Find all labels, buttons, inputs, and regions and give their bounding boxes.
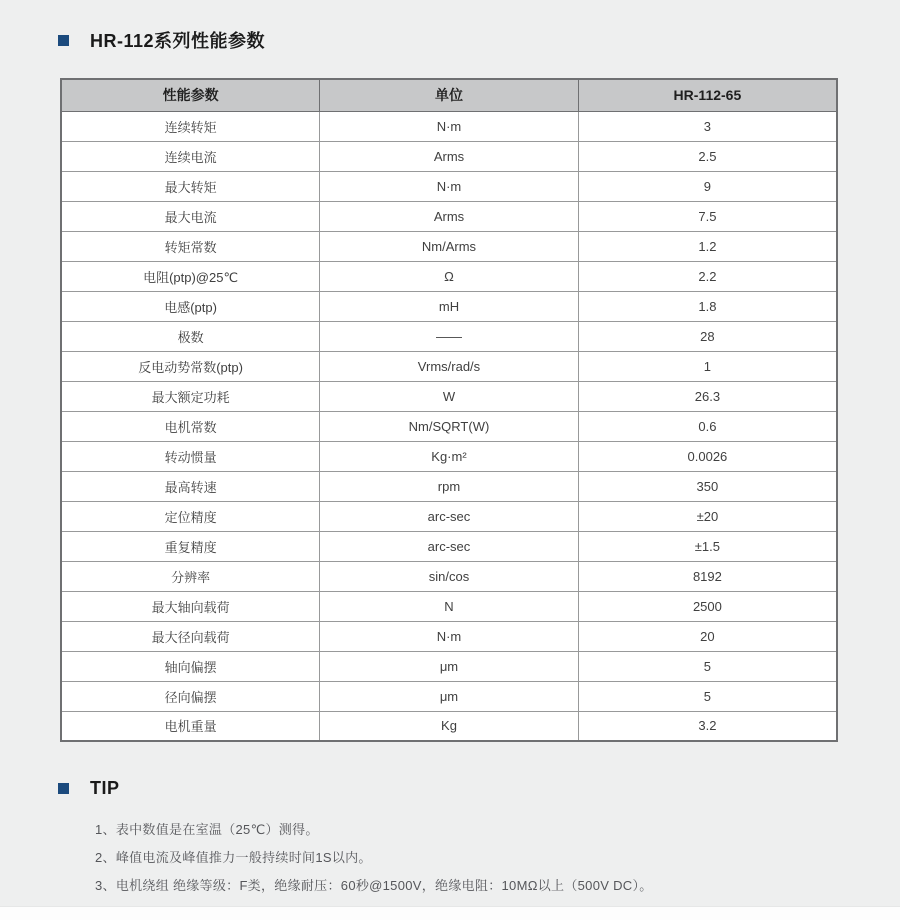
param-cell: 重复精度 (61, 531, 320, 561)
param-cell: 最大转矩 (61, 171, 320, 201)
table-row (61, 681, 837, 711)
unit-cell: rpm (320, 471, 579, 501)
value-cell: 20 (578, 621, 837, 651)
param-cell: 电机重量 (61, 711, 320, 741)
column-header-param: 性能参数 (61, 79, 320, 111)
unit-cell: Arms (320, 141, 579, 171)
param-cell: 最大轴向载荷 (61, 591, 320, 621)
param-cell: 电阻(ptp)@25℃ (61, 261, 320, 291)
table-row (61, 261, 837, 291)
table-row (61, 651, 837, 681)
value-cell: 8192 (578, 561, 837, 591)
value-cell: 1.8 (578, 291, 837, 321)
table-row (61, 321, 837, 351)
value-cell: 5 (578, 681, 837, 711)
param-cell: 连续转矩 (61, 111, 320, 141)
unit-cell: W (320, 381, 579, 411)
performance-section-header (0, 0, 900, 53)
table-row (61, 531, 837, 561)
value-cell: 26.3 (578, 381, 837, 411)
unit-cell: N·m (320, 111, 579, 141)
value-cell: 3 (578, 111, 837, 141)
table-row (61, 171, 837, 201)
unit-cell: μm (320, 651, 579, 681)
param-cell: 分辨率 (61, 561, 320, 591)
performance-section-title: HR-112系列性能参数 (90, 31, 266, 51)
spec-table (60, 78, 838, 742)
value-cell: 1 (578, 351, 837, 381)
table-row (61, 471, 837, 501)
unit-cell: Vrms/rad/s (320, 351, 579, 381)
unit-cell: mH (320, 291, 579, 321)
table-row (61, 561, 837, 591)
value-cell: 0.6 (578, 411, 837, 441)
value-cell: 350 (578, 471, 837, 501)
column-header-model: HR-112-65 (578, 79, 837, 111)
unit-cell: N·m (320, 171, 579, 201)
unit-cell: Ω (320, 261, 579, 291)
value-cell: ±20 (578, 501, 837, 531)
table-row (61, 441, 837, 471)
value-cell: 9 (578, 171, 837, 201)
unit-cell: Nm/Arms (320, 231, 579, 261)
table-row (61, 501, 837, 531)
param-cell: 连续电流 (61, 141, 320, 171)
tip-bullet-icon (58, 783, 69, 794)
table-row (61, 201, 837, 231)
param-cell: 径向偏摆 (61, 681, 320, 711)
tip-item: 3、电机绕组 绝缘等级：F类，绝缘耐压：60秒@1500V，绝缘电阻：10MΩ以上（500V DC）。 (95, 878, 653, 893)
tip-section-title: TIP (90, 778, 120, 798)
unit-cell: N (320, 591, 579, 621)
tip-section-header (0, 778, 900, 799)
column-header-unit: 单位 (320, 79, 579, 111)
param-cell: 电机常数 (61, 411, 320, 441)
unit-cell: μm (320, 681, 579, 711)
value-cell: 3.2 (578, 711, 837, 741)
param-cell: 定位精度 (61, 501, 320, 531)
param-cell: 最高转速 (61, 471, 320, 501)
value-cell: ±1.5 (578, 531, 837, 561)
table-row (61, 711, 837, 741)
param-cell: 轴向偏摆 (61, 651, 320, 681)
unit-cell: Kg·m² (320, 441, 579, 471)
tip-item: 1、表中数值是在室温（25℃）测得。 (95, 822, 319, 837)
unit-cell: arc-sec (320, 501, 579, 531)
param-cell: 电感(ptp) (61, 291, 320, 321)
value-cell: 28 (578, 321, 837, 351)
value-cell: 2.5 (578, 141, 837, 171)
unit-cell: Nm/SQRT(W) (320, 411, 579, 441)
table-row (61, 621, 837, 651)
unit-cell: Arms (320, 201, 579, 231)
unit-cell: arc-sec (320, 531, 579, 561)
param-cell: 反电动势常数(ptp) (61, 351, 320, 381)
param-cell: 最大额定功耗 (61, 381, 320, 411)
tip-item: 2、峰值电流及峰值推力一般持续时间1S以内。 (95, 850, 372, 865)
table-row (61, 291, 837, 321)
unit-cell: sin/cos (320, 561, 579, 591)
unit-cell: Kg (320, 711, 579, 741)
unit-cell: —— (320, 321, 579, 351)
value-cell: 2500 (578, 591, 837, 621)
table-row (61, 231, 837, 261)
table-row (61, 381, 837, 411)
section-bullet-icon (58, 35, 69, 46)
param-cell: 极数 (61, 321, 320, 351)
table-header-row (61, 79, 837, 111)
param-cell: 最大电流 (61, 201, 320, 231)
table-row (61, 351, 837, 381)
value-cell: 0.0026 (578, 441, 837, 471)
value-cell: 7.5 (578, 201, 837, 231)
spec-table-body (61, 111, 837, 741)
bottom-strip (0, 906, 900, 920)
value-cell: 2.2 (578, 261, 837, 291)
table-row (61, 111, 837, 141)
table-row (61, 141, 837, 171)
value-cell: 5 (578, 651, 837, 681)
param-cell: 最大径向载荷 (61, 621, 320, 651)
param-cell: 转动惯量 (61, 441, 320, 471)
unit-cell: N·m (320, 621, 579, 651)
value-cell: 1.2 (578, 231, 837, 261)
table-row (61, 411, 837, 441)
table-row (61, 591, 837, 621)
tip-list (95, 816, 900, 900)
param-cell: 转矩常数 (61, 231, 320, 261)
